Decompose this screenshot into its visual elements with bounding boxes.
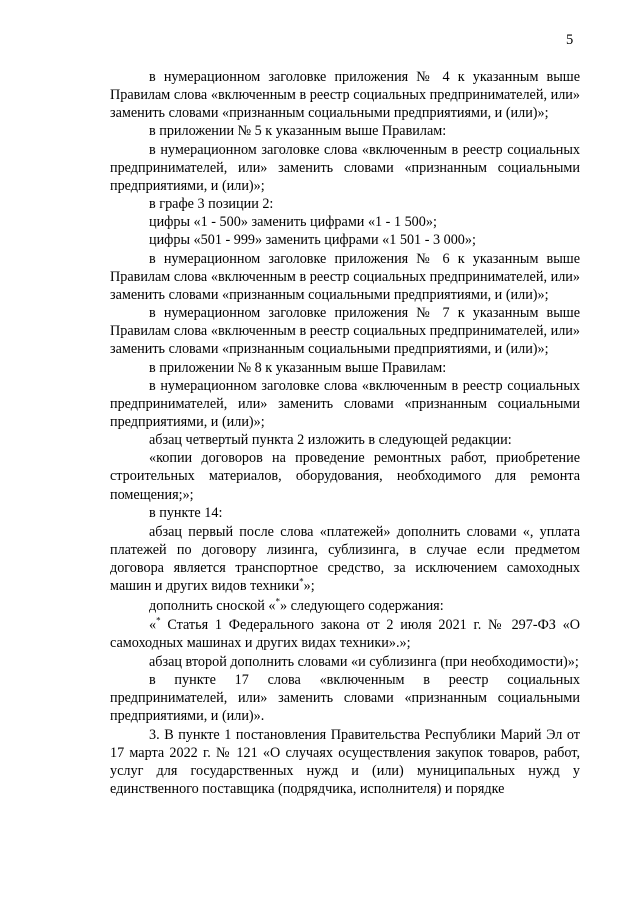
paragraph: абзац четвертый пункта 2 изложить в следующей редакции:	[149, 432, 512, 449]
paragraph: в приложении № 5 к указанным выше Правилам:	[149, 123, 447, 140]
paragraph: дополнить сноской «*» следующего содержания:	[149, 595, 444, 614]
paragraph: в пункте 17 слова «включенным в реестр социальных предпринимателей, или» заменить словами «признанным социальными предприятиями, и (или)».	[110, 672, 580, 725]
document-body	[110, 68, 580, 798]
paragraph: в нумерационном заголовке приложения № 6 к указанным выше Правилам слова «включенным в реестр социальных предпринимателей, или» заменить словами «признанным социальными предприятиями, и (или)»;	[110, 250, 580, 303]
paragraph: 3. В пункте 1 постановления Правительства Республики Марий Эл от 17 марта 2022 г. № 121 «О случаях осуществления закупок товаров, работ, услуг для государственных нужд и (или) муниципальных нужд у единственного поставщика (подрядчика, исполнителя) и порядке	[110, 726, 580, 798]
paragraph: в нумерационном заголовке слова «включенным в реестр социальных предпринимателей, или» заменить словами «признанным социальными предприятиями, и (или)»;	[110, 377, 580, 430]
paragraph: в нумерационном заголовке приложения № 4 к указанным выше Правилам слова «включенным в реестр социальных предпринимателей, или» заменить словами «признанным социальными предприятиями, и (или)»;	[110, 69, 580, 122]
paragraph: абзац второй дополнить словами «и сублизинга (при необходимости)»;	[149, 654, 579, 670]
paragraph: «копии договоров на проведение ремонтных работ, приобретение строительных материалов, оборудования, необходимого для ремонта помещения;»;	[110, 450, 580, 503]
paragraph: в графе 3 позиции 2:	[149, 196, 274, 213]
paragraph: в пункте 14:	[149, 504, 223, 521]
paragraph: в нумерационном заголовке слова «включенным в реестр социальных предпринимателей, или» заменить словами «признанным социальными предприятиями, и (или)»;	[110, 141, 580, 194]
paragraph: в приложении № 8 к указанным выше Правилам:	[149, 359, 447, 376]
paragraph: в нумерационном заголовке приложения № 7 к указанным выше Правилам слова «включенным в реестр социальных предпринимателей, или» заменить словами «признанным социальными предприятиями, и (или)»;	[110, 305, 580, 358]
paragraph: цифры «1 - 500» заменить цифрами «1 - 1 500»;	[149, 214, 437, 231]
paragraph: «* Статья 1 Федерального закона от 2 июля 2021 г. № 297-ФЗ «О самоходных машинах и других видах техники».»;	[110, 614, 580, 651]
page-number: 5	[566, 32, 574, 48]
paragraph: цифры «501 - 999» заменить цифрами «1 501 - 3 000»;	[149, 232, 476, 249]
paragraph: абзац первый после слова «платежей» дополнить словами «, уплата платежей по договору лизинга, сублизинга, в случае если предметом договора является транспортное средство, за исключением самоходных машин и других видов техники*»;	[110, 523, 580, 595]
